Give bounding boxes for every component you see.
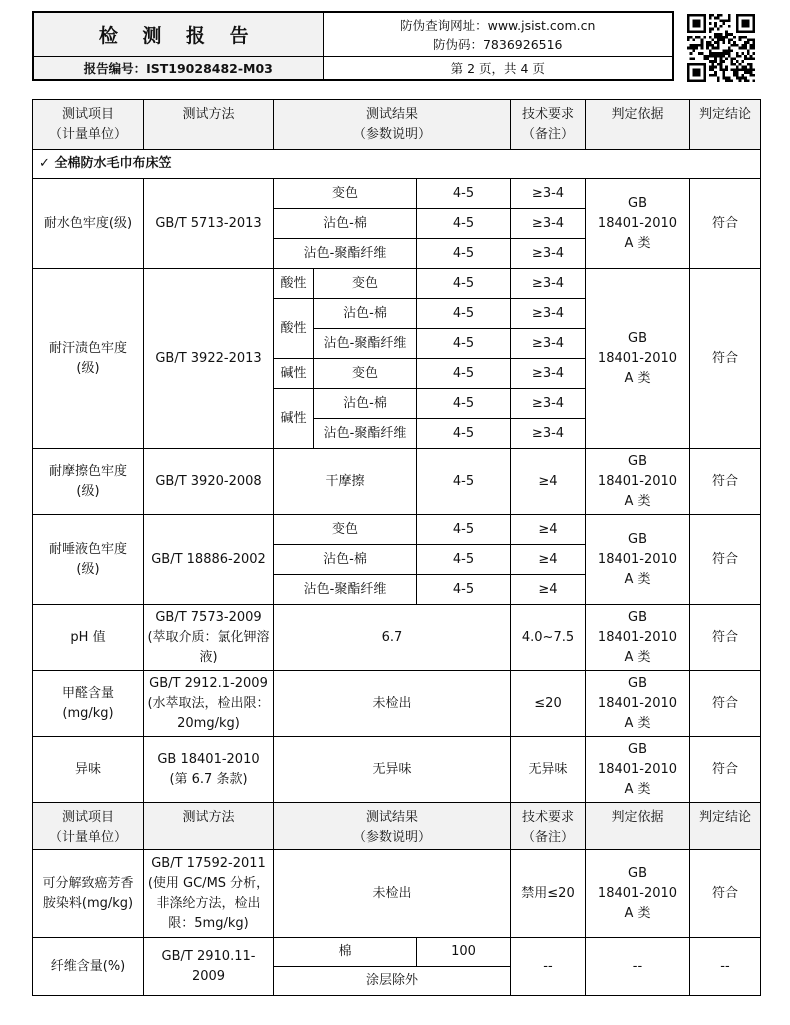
method-water: GB/T 5713-2013: [144, 179, 274, 269]
basis-water: GB 18401-2010 A 类: [586, 179, 690, 269]
table-row: 耐摩擦色牢度 (级) GB/T 3920-2008 干摩擦 4-5 ≥4 GB 18401-2010 A 类 符合: [33, 449, 761, 515]
basis-azo: GB 18401-2010 A 类: [586, 850, 690, 938]
item-sweat: 耐汗渍色牢度 (级): [33, 269, 144, 449]
basis-saliva: GB 18401-2010 A 类: [586, 515, 690, 605]
col-header-req: 技术要求 （备注）: [511, 803, 586, 850]
conclusion-odor: 符合: [690, 737, 761, 803]
col-header-method: 测试方法: [144, 803, 274, 850]
basis-formaldehyde: GB 18401-2010 A 类: [586, 671, 690, 737]
col-header-result: 测试结果 （参数说明）: [274, 100, 511, 150]
item-saliva: 耐唾液色牢度 (级): [33, 515, 144, 605]
table-row: 可分解致癌芳香 胺染料(mg/kg) GB/T 17592-2011 (使用 GC/MS 分析， 非涤纶方法，检出 限：5mg/kg) 未检出 禁用≤20 GB 18401-2010 A 类 符合: [33, 850, 761, 938]
col-header-method: 测试方法: [144, 100, 274, 150]
qr-code-icon: [687, 14, 755, 82]
conclusion-azo: 符合: [690, 850, 761, 938]
method-ph: GB/T 7573-2009 (萃取介质：氯化钾溶 液): [144, 605, 274, 671]
table-row: 异味 GB 18401-2010 (第 6.7 条款) 无异味 无异味 GB 18401-2010 A 类 符合: [33, 737, 761, 803]
report-number: 报告编号：IST19028482-M03: [33, 57, 323, 81]
anti-fake-code: 防伪码：7836926516: [432, 36, 563, 52]
column-header-row: [33, 100, 761, 150]
report-header: [32, 11, 672, 87]
basis-odor: GB 18401-2010 A 类: [586, 737, 690, 803]
conclusion-water: 符合: [690, 179, 761, 269]
col-header-basis: 判定依据: [586, 100, 690, 150]
table-row: 碱性 沾色-棉 4-5 ≥3-4: [33, 389, 761, 419]
item-fiber: 纤维含量(%): [33, 938, 144, 996]
col-header-conclusion: 判定结论: [690, 100, 761, 150]
basis-ph: GB 18401-2010 A 类: [586, 605, 690, 671]
method-saliva: GB/T 18886-2002: [144, 515, 274, 605]
col-header-item: 测试项目 （计量单位）: [33, 803, 144, 850]
col-header-req: 技术要求 （备注）: [511, 100, 586, 150]
table-row: 甲醛含量 (mg/kg) GB/T 2912.1-2009 (水萃取法，检出限： 20mg/kg) 未检出 ≤20 GB 18401-2010 A 类 符合: [33, 671, 761, 737]
col-header-item: 测试项目 （计量单位）: [33, 100, 144, 150]
table-row: 沾色-聚酯纤维 4-5 ≥4: [33, 575, 761, 605]
conclusion-sweat: 符合: [690, 269, 761, 449]
method-rub: GB/T 3920-2008: [144, 449, 274, 515]
conclusion-ph: 符合: [690, 605, 761, 671]
page-indicator: 第 2 页，共 4 页: [323, 57, 673, 81]
table-row: 沾色-棉 4-5 ≥4: [33, 545, 761, 575]
check-icon: ✓: [39, 156, 50, 171]
table-row: pH 值 GB/T 7573-2009 (萃取介质：氯化钾溶 液) 6.7 4.0~7.5 GB 18401-2010 A 类 符合: [33, 605, 761, 671]
acid-label: 酸性: [274, 269, 314, 299]
item-ph: pH 值: [33, 605, 144, 671]
table-row: 沾色-聚酯纤维 4-5 ≥3-4: [33, 419, 761, 449]
basis-sweat: GB 18401-2010 A 类: [586, 269, 690, 449]
results-table: [32, 99, 761, 996]
method-formaldehyde: GB/T 2912.1-2009 (水萃取法，检出限： 20mg/kg): [144, 671, 274, 737]
alkali-label: 碱性: [274, 359, 314, 389]
table-row: 耐水色牢度(级) GB/T 5713-2013 变色 4-5 ≥3-4 GB 18401-2010 A 类 符合: [33, 179, 761, 209]
table-row: 沾色-聚酯纤维 4-5 ≥3-4: [33, 329, 761, 359]
basis-rub: GB 18401-2010 A 类: [586, 449, 690, 515]
item-azo: 可分解致癌芳香 胺染料(mg/kg): [33, 850, 144, 938]
method-fiber: GB/T 2910.11-2009: [144, 938, 274, 996]
col-header-basis: 判定依据: [586, 803, 690, 850]
item-rub: 耐摩擦色牢度 (级): [33, 449, 144, 515]
table-row: 耐唾液色牢度 (级) GB/T 18886-2002 变色 4-5 ≥4 GB 18401-2010 A 类 符合: [33, 515, 761, 545]
column-header-row: [33, 803, 761, 850]
method-azo: GB/T 17592-2011 (使用 GC/MS 分析， 非涤纶方法，检出 限：5mg/kg): [144, 850, 274, 938]
alkali-label: 碱性: [274, 389, 314, 449]
item-water: 耐水色牢度(级): [33, 179, 144, 269]
table-row: 纤维含量(%) GB/T 2910.11-2009 棉 100 -- -- --: [33, 938, 761, 967]
table-row: 耐汗渍色牢度 (级) GB/T 3922-2013 酸性 变色 4-5 ≥3-4 GB 18401-2010 A 类 符合: [33, 269, 761, 299]
conclusion-saliva: 符合: [690, 515, 761, 605]
table-row: 沾色-棉 4-5 ≥3-4: [33, 209, 761, 239]
item-formaldehyde: 甲醛含量 (mg/kg): [33, 671, 144, 737]
section-title: ✓ 全棉防水毛巾布床笠: [33, 150, 761, 179]
method-odor: GB 18401-2010 (第 6.7 条款): [144, 737, 274, 803]
table-row: 酸性 沾色-棉 4-5 ≥3-4: [33, 299, 761, 329]
item-odor: 异味: [33, 737, 144, 803]
acid-label: 酸性: [274, 299, 314, 359]
verification-info: [323, 12, 673, 57]
conclusion-formaldehyde: 符合: [690, 671, 761, 737]
col-header-conclusion: 判定结论: [690, 803, 761, 850]
method-sweat: GB/T 3922-2013: [144, 269, 274, 449]
conclusion-rub: 符合: [690, 449, 761, 515]
table-row: 碱性 变色 4-5 ≥3-4: [33, 359, 761, 389]
col-header-result: 测试结果 （参数说明）: [274, 803, 511, 850]
table-row: 沾色-聚酯纤维 4-5 ≥3-4: [33, 239, 761, 269]
fiber-note: 涂层除外: [274, 967, 511, 996]
query-url[interactable]: 防伪查询网址：www.jsist.com.cn: [400, 17, 596, 33]
section-row: [33, 150, 761, 179]
report-title: 检 测 报 告: [33, 12, 323, 57]
header-table: [32, 11, 674, 81]
